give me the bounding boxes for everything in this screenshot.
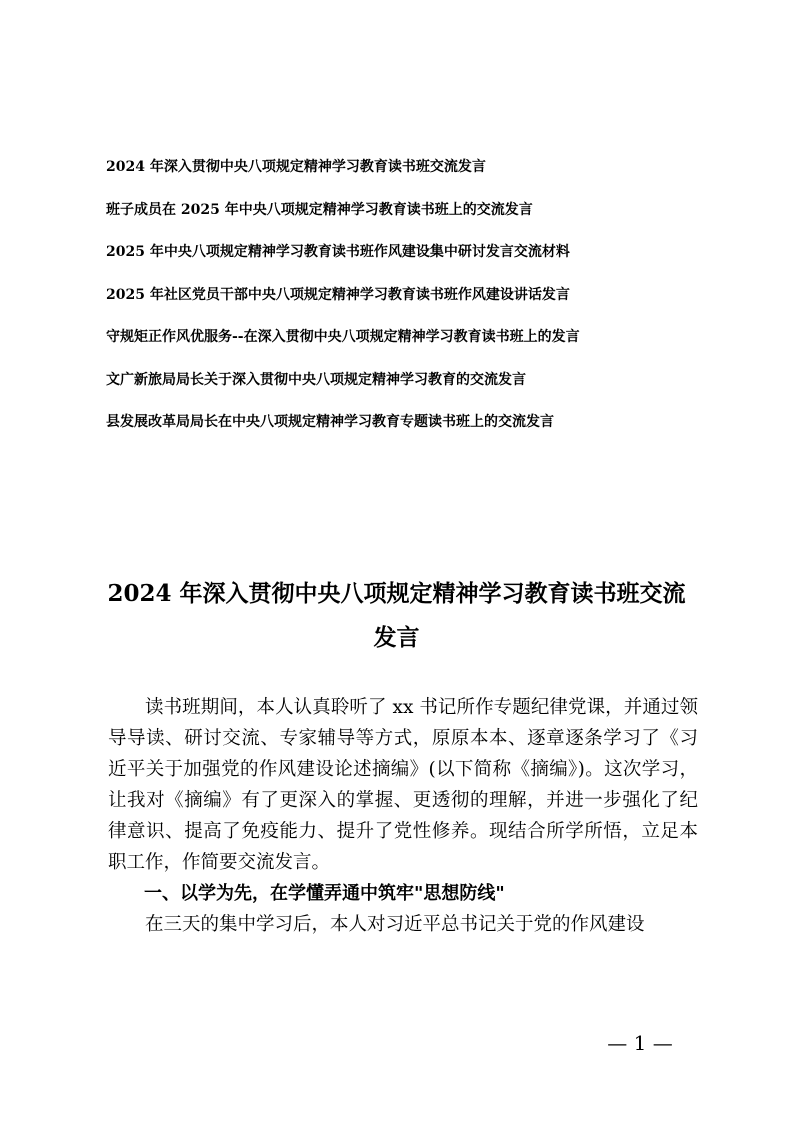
toc-item: 2025 年中央八项规定精神学习教育读书班作风建设集中研讨发言交流材料 xyxy=(106,244,570,260)
article-body xyxy=(108,692,698,940)
toc-item: 班子成员在 2025 年中央八项规定精神学习教育读书班上的交流发言 xyxy=(106,201,533,218)
toc-item: 2024 年深入贯彻中央八项规定精神学习教育读书班交流发言 xyxy=(106,159,486,175)
body-paragraph: 在三天的集中学习后，本人对习近平总书记关于党的作风建设 xyxy=(145,914,645,935)
table-of-contents xyxy=(106,157,726,455)
toc-item: 守规矩正作风优服务--在深入贯彻中央八项规定精神学习教育读书班上的发言 xyxy=(106,329,580,345)
toc-item: 文广新旅局局长关于深入贯彻中央八项规定精神学习教育的交流发言 xyxy=(106,371,526,388)
section-heading: 一、以学为先，在学懂弄通中筑牢"思想防线" xyxy=(144,883,505,904)
page-number: — 1 — xyxy=(607,1031,673,1055)
toc-item: 县发展改革局局长在中央八项规定精神学习教育专题读书班上的交流发言 xyxy=(106,414,554,430)
toc-item: 2025 年社区党员干部中央八项规定精神学习教育读书班作风建设讲话发言 xyxy=(106,286,570,303)
article-title: 2024 年深入贯彻中央八项规定精神学习教育读书班交流发言 xyxy=(107,580,686,651)
body-paragraph: 读书班期间，本人认真聆听了 xx 书记所作专题纪律党课，并通过领导导读、研讨交流、专家辅导等方式，原原本本、逐章逐条学习了《习近平关于加强党的作风建设论述摘编》(以下简称《摘编》)。这次学习，让我对《摘编》有了更深入的掌握、更透彻的理解，并进一步强化了纪律意识、提高了免疫能力、提升了党性修养。现结合所学所悟，立足本职工作，作简要交流发言。 xyxy=(108,697,698,873)
